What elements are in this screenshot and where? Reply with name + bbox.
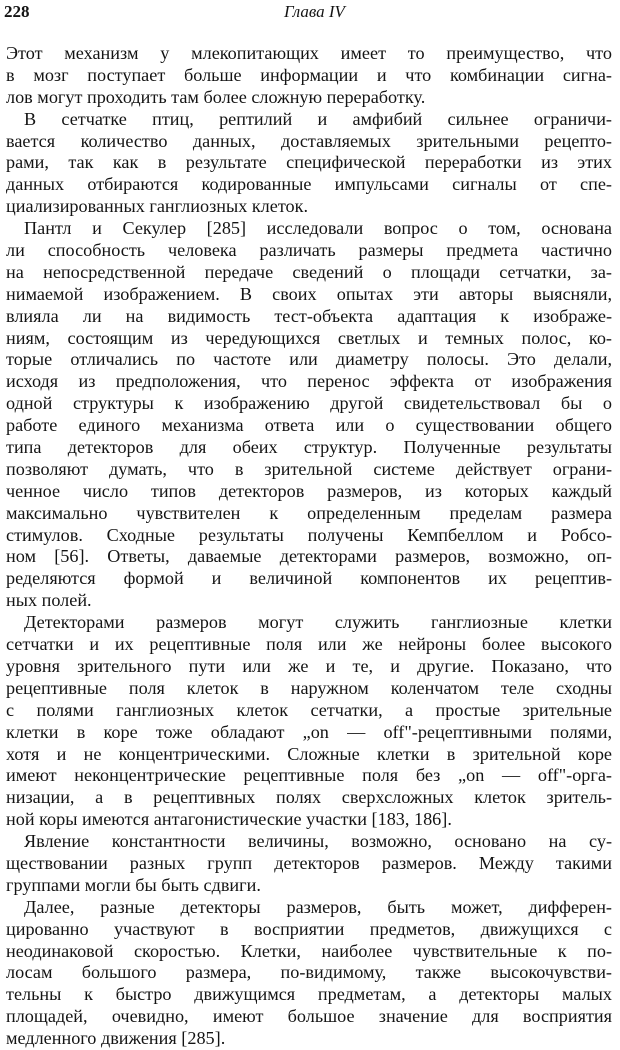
running-head: Глава IV xyxy=(284,2,345,21)
text-line: тельны к быстро движущимся предметам, а детекторы малых xyxy=(6,984,612,1005)
text-line: Пантл и Секулер [285] исследовали вопрос о том, основана xyxy=(24,218,612,239)
text-line: группами могли бы быть сдвиги. xyxy=(6,874,261,895)
text-line: данных отбираются кодированные импульсами сигналы от спе- xyxy=(6,174,612,195)
text-line: нимаемой изображением. В своих опытах эти авторы выясняли, xyxy=(6,283,612,304)
page-number: 228 xyxy=(4,2,30,21)
text-line: клетки в коре тоже обладают „on — off"-рецептивными полями, xyxy=(6,721,612,742)
text-line: неодинаковой скоростью. Клетки, наиболее чувствительные к по- xyxy=(6,940,612,961)
text-line: ределяются формой и величиной компонентов их рецептив- xyxy=(6,568,612,589)
text-line: влияла ли на видимость тест-объекта адаптация к изображе- xyxy=(6,305,612,326)
text-line: лов могут проходить там более сложную переработку. xyxy=(6,86,426,107)
text-line: ных полей. xyxy=(6,590,92,611)
text-line: сетчатки и их рецептивные поля или же нейроны более высокого xyxy=(6,634,612,655)
text-line: циализированных ганглиозных клеток. xyxy=(6,196,309,217)
text-line: на непосредственной передаче сведений о площади сетчатки, за- xyxy=(6,261,612,282)
text-line: лосам большого размера, по-видимому, также высокочувстви- xyxy=(6,962,612,983)
text-line: медленного движения [285]. xyxy=(6,1028,226,1049)
text-line: уровня зрительного пути или же и те, и другие. Показано, что xyxy=(6,655,612,676)
page-header xyxy=(4,2,600,26)
text-line: Детекторами размеров могут служить ганглиозные клетки xyxy=(24,612,612,633)
text-line: хотя и не концентрическими. Сложные клетки в зрительной коре xyxy=(6,743,612,764)
text-line: В сетчатке птиц, рептилий и амфибий сильнее ограничи- xyxy=(24,108,612,129)
text-line: ченное число типов детекторов размеров, из которых каждый xyxy=(6,480,612,501)
text-line: работе единого механизма ответа или о существовании общего xyxy=(6,415,612,436)
text-line: с полями ганглиозных клеток сетчатки, а простые зрительные xyxy=(6,699,612,720)
text-line: ществовании разных групп детекторов размеров. Между такими xyxy=(6,852,612,873)
text-line: рами, так как в результате специфической переработки из этих xyxy=(6,152,612,173)
text-line: площадей, очевидно, имеют большое значение для восприятия xyxy=(6,1006,612,1027)
text-line: рецептивные поля клеток в наружном коленчатом теле сходны xyxy=(6,677,612,698)
text-line: позволяют думать, что в зрительной системе действует ограни- xyxy=(6,458,612,479)
text-line: вается количество данных, доставляемых зрительными рецепто- xyxy=(6,130,612,151)
text-line: ли способность человека различать размеры предмета частично xyxy=(6,240,612,261)
text-line: типа детекторов для обеих структур. Полученные результаты xyxy=(6,437,612,458)
body-text xyxy=(6,43,612,1050)
text-line: ной коры имеются антагонистические участки [183, 186]. xyxy=(6,809,452,830)
text-line: одной структуры к изображению другой свидетельствовал бы о xyxy=(6,393,612,414)
text-line: Далее, разные детекторы размеров, быть может, дифферен- xyxy=(24,896,612,917)
text-line: стимулов. Сходные результаты получены Кемпбеллом и Робсо- xyxy=(6,524,612,545)
text-line: в мозг поступает больше информации и что комбинации сигна- xyxy=(6,64,612,85)
text-line: ном [56]. Ответы, даваемые детекторами размеров, возможно, оп- xyxy=(6,546,612,567)
text-line: максимально чувствителен к определенным пределам размера xyxy=(6,502,612,523)
text-line: имеют неконцентрические рецептивные поля без „on — off"-орга- xyxy=(6,765,612,786)
text-line: Явление константности величины, возможно, основано на су- xyxy=(24,831,612,852)
text-line: низации, а в рецептивных полях сверхсложных клеток зритель- xyxy=(6,787,612,808)
text-line: исходя из предположения, что перенос эффекта от изображения xyxy=(6,371,612,392)
text-line: ниям, состоящим из чередующихся светлых и темных полос, ко- xyxy=(6,327,612,348)
text-line: торые отличались по частоте или диаметру полосы. Это делали, xyxy=(6,349,612,370)
text-line: цированно участвуют в восприятии предметов, движущихся с xyxy=(6,918,612,939)
text-line: Этот механизм у млекопитающих имеет то преимущество, что xyxy=(6,43,612,63)
